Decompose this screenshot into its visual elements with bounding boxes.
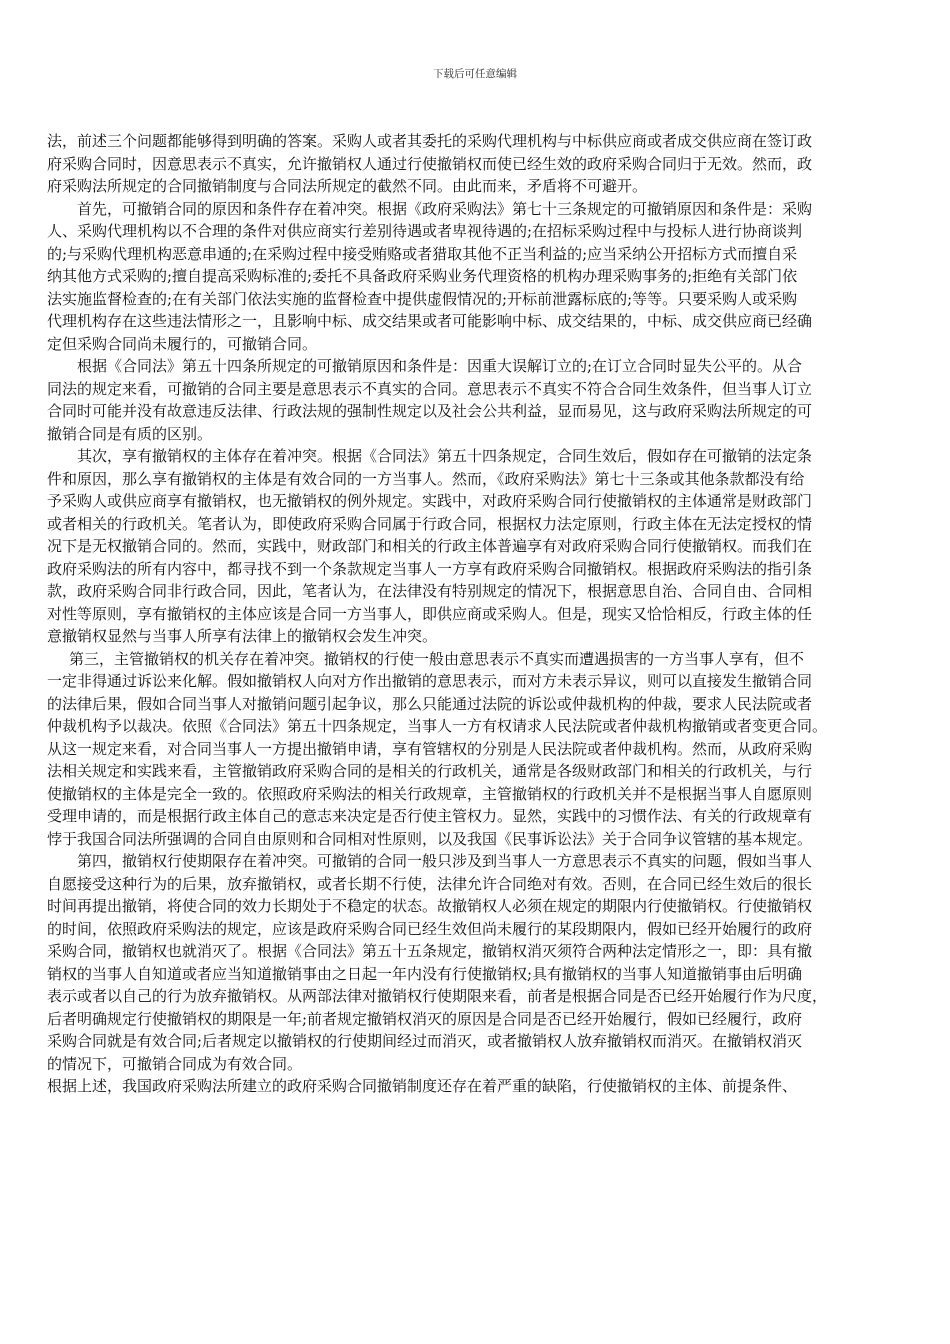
text-line: 时间再提出撤销，将使合同的效力长期处于不稳定的状态。故撤销权人必须在规定的期限内行使撤销权。行使撤销权: [47, 897, 813, 915]
text-line: 定但采购合同尚未履行的，可撤销合同。: [47, 334, 318, 353]
text-line: 府采购合同时，因意思表示不真实，允许撤销权人通过行使撤销权而使已经生效的政府采购合同归于无效。然而，政: [47, 154, 813, 173]
text-line: 的;与采购代理机构恶意串通的;在采购过程中接受贿赂或者猎取其他不正当利益的;应当采纳公开招标方式而擅自采: [47, 244, 798, 263]
text-line: 对性等原则，享有撤销权的主体应该是合同一方当事人，即供应商或采购人。但是，现实又恰恰相反，行政主体的任: [47, 604, 813, 623]
text-line: 件和原因，那么享有撤销权的主体是有效合同的一方当事人。然而，《政府采购法》第七十三条或其他条款都没有给: [47, 469, 805, 488]
text-line: 销权的当事人自知道或者应当知道撤销事由之日起一年内没有行使撤销权;具有撤销权的当事人知道撤销事由后明确: [47, 964, 803, 983]
text-line: 悖于我国合同法所强调的合同自由原则和合同相对性原则，以及我国《民事诉讼法》关于合同争议管辖的基本规定。: [47, 829, 813, 848]
text-line: 款，政府采购合同非行政合同，因此，笔者认为，在法律没有特别规定的情况下，根据意思自治、合同自由、合同相: [47, 582, 813, 600]
paragraph-first-line: 第四，撤销权行使期限存在着冲突。可撤销的合同一般只涉及到当事人一方意思表示不真实的问题，假如当事人: [77, 852, 813, 870]
text-line: 况下是无权撤销合同的。然而，实践中，财政部门和相关的行政主体普遍享有对政府采购合同行使撤销权。而我们在: [47, 537, 813, 555]
text-line: 府采购法所规定的合同撤销制度与合同法所规定的截然不同。由此而来，矛盾将不可避开。: [47, 177, 648, 195]
text-line: 法相关规定和实践来看，主管撤销政府采购合同的是相关的行政机关，通常是各级财政部门和相关的行政机关，与行: [47, 762, 813, 780]
text-line: 的时间，依照政府采购法的规定，应该是政府采购合同已经生效但尚未履行的某段期限内，假如已经开始履行的政府: [47, 919, 813, 938]
text-line: 从这一规定来看，对合同当事人一方提出撤销申请，享有管辖权的分别是人民法院或者仲裁机构。然而，从政府采购: [47, 739, 813, 758]
text-line: 使撤销权的主体是完全一致的。依照政府采购法的相关行政规章，主管撤销权的行政机关并不是根据当事人自愿原则: [47, 784, 813, 803]
text-line: 表示或者以自己的行为放弃撤销权。从两部法律对撤销权行使期限来看，前者是根据合同是否已经开始履行作为尺度，: [47, 987, 828, 1005]
text-line: 纳其他方式采购的;擅自提高采购标准的;委托不具备政府采购业务代理资格的机构办理采购事务的;拒绝有关部门依: [47, 267, 798, 285]
text-line: 或者相关的行政机关。笔者认为，即使政府采购合同属于行政合同，根据权力法定原则，行政主体在无法定授权的情: [47, 514, 813, 533]
paragraph-first-line: [47, 1098, 827, 1121]
document-body: [47, 130, 827, 1120]
text-line: 后者明确规定行使撤销权的期限是一年;前者规定撤销权消灭的原因是合同是否已经开始履行，假如已经履行，政府: [47, 1009, 803, 1028]
text-line: 的法律后果，假如合同当事人对撤销问题引起争议，那么只能通过法院的诉讼或仲裁机构的仲裁，要求人民法院或者: [47, 694, 813, 713]
text-line: 意撤销权显然与当事人所享有法律上的撤销权会发生冲突。: [47, 627, 438, 645]
paragraph-first-line: 根据《合同法》第五十四条所规定的可撤销原因和条件是：因重大误解订立的;在订立合同时显失公平的。从合: [77, 357, 803, 375]
text-line: 自愿接受这种行为的后果，放弃撤销权，或者长期不行使，法律允许合同绝对有效。否则，在合同已经生效后的很长: [47, 874, 813, 893]
text-line: 一定非得通过诉讼来化解。假如撤销权人向对方作出撤销的意思表示，而对方未表示异议，则可以直接发生撤销合同: [47, 672, 813, 690]
paragraph-first-line: 其次，享有撤销权的主体存在着冲突。根据《合同法》第五十四条规定，合同生效后，假如存在可撤销的法定条: [77, 447, 813, 465]
text-line: 代理机构存在这些违法情形之一，且影响中标、成交结果或者可能影响中标、成交结果的，中标、成交供应商已经确: [47, 312, 813, 330]
paragraph-first-line: 首先，可撤销合同的原因和条件存在着冲突。根据《政府采购法》第七十三条规定的可撤销原因和条件是：采购: [77, 199, 813, 218]
text-line: 根据上述，我国政府采购法所建立的政府采购合同撤销制度还存在着严重的缺陷，行使撤销权的主体、前提条件、: [47, 1077, 798, 1095]
text-line: 法，前述三个问题都能够得到明确的答案。采购人或者其委托的采购代理机构与中标供应商或者成交供应商在签订政: [47, 132, 813, 150]
text-line: 仲裁机构予以裁决。依照《合同法》第五十四条规定，当事人一方有权请求人民法院或者仲裁机构撤销或者变更合同。: [47, 717, 828, 735]
text-line: 采购合同就是有效合同;后者规定以撤销权的行使期间经过而消灭，或者撤销权人放弃撤销权而消灭。在撤销权消灭: [47, 1032, 803, 1050]
text-line: 的情况下，可撤销合同成为有效合同。: [47, 1054, 303, 1073]
text-line: 合同时可能并没有故意违反法律、行政法规的强制性规定以及社会公共利益，显而易见，这与政府采购法所规定的可: [47, 402, 813, 420]
paragraph-first-line: 第三，主管撤销权的机关存在着冲突。撤销权的行使一般由意思表示不真实而遭遇损害的一方当事人享有，但不: [69, 649, 805, 668]
text-line: 受理申请的，而是根据行政主体自己的意志来决定是否行使主管权力。显然，实践中的习惯作法、有关的行政规章有: [47, 807, 813, 825]
text-line: 人、采购代理机构以不合理的条件对供应商实行差别待遇或者卑视待遇的;在招标采购过程中与投标人进行协商谈判: [47, 222, 803, 240]
text-line: 政府采购法的所有内容中，都寻找不到一个条款规定当事人一方享有政府采购合同撤销权。根据政府采购法的指引条: [47, 559, 813, 578]
page-header: 下载后可任意编辑: [433, 68, 517, 80]
text-line: 法实施监督检查的;在有关部门依法实施的监督检查中提供虚假情况的;开标前泄露标底的;等等。只要采购人或采购: [47, 289, 798, 308]
text-line: 予采购人或供应商享有撤销权，也无撤销权的例外规定。实践中，对政府采购合同行使撤销权的主体通常是财政部门: [47, 492, 813, 510]
text-line: 同法的规定来看，可撤销的合同主要是意思表示不真实的合同。意思表示不真实不符合合同生效条件，但当事人订立: [47, 379, 813, 398]
text-line: 撤销合同是有质的区别。: [47, 424, 213, 443]
text-line: 采购合同，撤销权也就消灭了。根据《合同法》第五十五条规定，撤销权消灭须符合两种法定情形之一，即：具有撤: [47, 942, 813, 960]
